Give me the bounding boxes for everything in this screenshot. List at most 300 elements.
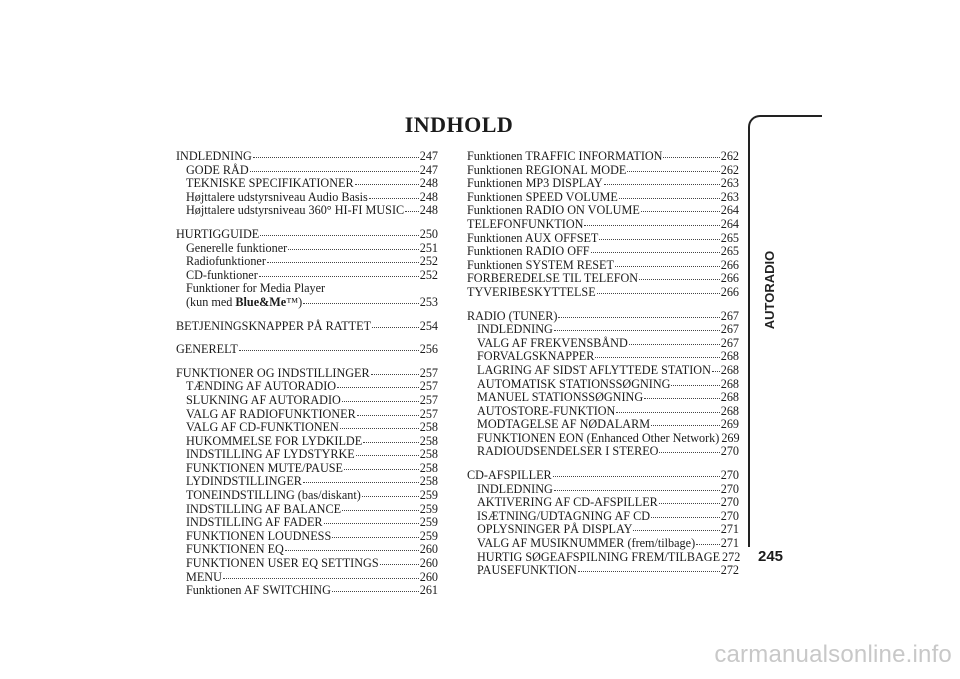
dot-leader (554, 330, 720, 331)
toc-entry-title (477, 432, 719, 446)
toc-page-number: 260 (419, 542, 438, 557)
dot-leader (619, 198, 720, 199)
dot-leader (324, 523, 419, 524)
toc-entry-title (477, 337, 628, 351)
toc-entry[interactable] (467, 286, 739, 300)
toc-entry[interactable] (467, 177, 739, 191)
toc-entry-text: GENERELT (176, 342, 238, 357)
dot-leader (250, 171, 419, 172)
toc-subentry[interactable] (467, 551, 739, 565)
toc-entry-text: TEKNISKE SPECIFIKATIONER (186, 176, 354, 191)
dot-leader (639, 279, 720, 280)
dot-leader (303, 482, 419, 483)
toc-entry-text: CD-AFSPILLER (467, 468, 552, 483)
toc-entry-title (176, 228, 259, 242)
toc-left-column (176, 150, 438, 608)
dot-leader (644, 398, 720, 399)
toc-page-number: 256 (419, 342, 438, 357)
toc-page-number: 258 (419, 433, 438, 448)
dot-leader (627, 171, 719, 172)
toc-entry-title (186, 269, 258, 283)
toc-entry-text: TYVERIBESKYTTELSE (467, 284, 596, 299)
toc-page-number: 269 (721, 430, 740, 445)
toc-page-number: 267 (720, 308, 739, 323)
toc-subentry[interactable] (176, 296, 438, 310)
toc-page-number: 258 (419, 447, 438, 462)
toc-entry-text: RADIOUDSENDELSER I STEREO (477, 444, 659, 459)
dot-leader (267, 262, 419, 263)
toc-page-number: 266 (720, 257, 739, 272)
toc-entry[interactable] (176, 320, 438, 334)
toc-entry-title (477, 364, 711, 378)
toc-page-number: 268 (720, 349, 739, 364)
toc-subentry[interactable] (176, 571, 438, 585)
toc-entry-title (186, 177, 354, 191)
toc-entry-text: VALG AF FREKVENSBÅND (477, 335, 628, 350)
toc-entry-title (186, 516, 323, 530)
toc-subentry[interactable] (467, 323, 739, 337)
toc-subentry[interactable] (176, 282, 438, 296)
dot-leader (405, 211, 419, 212)
toc-entry-title (186, 164, 249, 178)
toc-page-number: 268 (720, 390, 739, 405)
dot-leader (584, 225, 719, 226)
toc-page-number: 258 (419, 460, 438, 475)
toc-subentry[interactable] (467, 337, 739, 351)
toc-entry-text: INDLEDNING (176, 149, 252, 163)
toc-subentry[interactable] (176, 408, 438, 422)
toc-page-number: 270 (720, 508, 739, 523)
toc-page-number: 257 (419, 406, 438, 421)
toc-entry-title (477, 496, 658, 510)
toc-page-number: 272 (722, 549, 741, 564)
dot-leader (597, 293, 720, 294)
toc-subentry[interactable] (467, 432, 739, 446)
toc-entry-text: LYDINDSTILLINGER (186, 474, 302, 489)
dot-leader (553, 476, 720, 477)
dot-leader (558, 317, 719, 318)
toc-entry-text: FORVALGSKNAPPER (477, 349, 595, 364)
toc-entry-title (477, 323, 553, 337)
toc-subentry[interactable] (176, 462, 438, 476)
toc-entry-title (467, 259, 614, 273)
toc-entry-title (176, 367, 370, 381)
toc-page-number: 259 (419, 501, 438, 516)
toc-page-number: 269 (720, 417, 739, 432)
toc-entry-text: FUNKTIONER OG INDSTILLINGER (176, 365, 370, 380)
toc-entry-title (186, 380, 336, 394)
toc-entry[interactable] (467, 232, 739, 246)
toc-page-number: 259 (419, 528, 438, 543)
toc-entry-suffix: ™) (286, 294, 303, 309)
toc-page-number: 254 (419, 318, 438, 333)
toc-entry-text: INDSTILLING AF LYDSTYRKE (186, 447, 355, 462)
toc-section (467, 469, 739, 578)
toc-subentry[interactable] (467, 391, 739, 405)
toc-entry-text: FUNKTIONEN USER EQ SETTINGS (186, 556, 379, 571)
toc-page-number: 262 (720, 149, 739, 163)
toc-entry-text: Radiofunktioner (186, 254, 266, 269)
dot-leader (554, 490, 720, 491)
toc-subentry[interactable] (467, 350, 739, 364)
toc-subentry[interactable] (176, 269, 438, 283)
toc-entry-title (176, 320, 371, 334)
dot-leader (599, 239, 719, 240)
toc-page-number: 263 (720, 176, 739, 191)
toc-page-number: 258 (419, 420, 438, 435)
toc-entry-text: HURTIG SØGEAFSPILNING FREM/TILBAGE (477, 549, 721, 564)
toc-entry-title (186, 255, 266, 269)
toc-entry-text: MENU (186, 569, 222, 584)
toc-entry-title (186, 204, 404, 218)
toc-subentry[interactable] (176, 191, 438, 205)
toc-entry-title (477, 564, 577, 578)
dot-leader (340, 428, 419, 429)
dot-leader (712, 371, 720, 372)
toc-entry-text: TONEINDSTILLING (bas/diskant) (186, 488, 361, 503)
toc-subentry[interactable] (176, 448, 438, 462)
toc-entry[interactable] (467, 164, 739, 178)
dot-leader (651, 517, 720, 518)
chapter-label-text: AUTORADIO (762, 250, 777, 330)
dot-leader (369, 198, 419, 199)
toc-page-number: 262 (720, 162, 739, 177)
toc-subentry[interactable] (467, 537, 739, 551)
toc-entry[interactable] (467, 259, 739, 273)
toc-entry-text: FUNKTIONEN LOUDNESS (186, 528, 332, 543)
toc-subentry[interactable] (176, 584, 438, 598)
toc-entry-text: AKTIVERING AF CD-AFSPILLER (477, 495, 658, 510)
toc-page-number: 257 (419, 379, 438, 394)
toc-entry[interactable] (467, 191, 739, 205)
toc-page-number: 264 (720, 216, 739, 231)
toc-entry-text: INDLEDNING (477, 481, 553, 496)
toc-entry-title (477, 445, 658, 459)
toc-entry-title (467, 150, 662, 164)
toc-entry-text: RADIO (TUNER) (467, 308, 558, 323)
toc-subentry[interactable] (176, 435, 438, 449)
toc-entry-text: TELEFONFUNKTION (467, 216, 584, 231)
dot-leader (663, 157, 719, 158)
dot-leader (259, 276, 419, 277)
dot-leader (285, 550, 419, 551)
toc-page-number: 267 (720, 335, 739, 350)
dot-leader (357, 415, 419, 416)
dot-leader (651, 425, 720, 426)
toc-entry-title (186, 408, 356, 422)
toc-section (176, 150, 438, 218)
toc-subentry[interactable] (176, 242, 438, 256)
toc-entry-title (477, 510, 650, 524)
toc-entry[interactable] (176, 150, 438, 164)
toc-entry-title (467, 191, 618, 205)
toc-entry-title (186, 421, 339, 435)
toc-entry-title (467, 272, 638, 286)
toc-entry-text: INDSTILLING AF FADER (186, 515, 323, 530)
toc-entry-title (186, 584, 331, 598)
dot-leader (633, 530, 719, 531)
toc-entry-text: Funktionen AUX OFFSET (467, 230, 599, 245)
dot-leader (332, 537, 418, 538)
toc-entry-text: FORBEREDELSE TIL TELEFON (467, 271, 639, 286)
dot-leader (641, 211, 720, 212)
dot-leader (616, 412, 719, 413)
toc-subentry[interactable] (467, 510, 739, 524)
toc-page-number: 264 (720, 203, 739, 218)
toc-page-number: 268 (720, 376, 739, 391)
page-number: 245 (758, 548, 784, 565)
toc-entry-text: Højttalere udstyrsniveau 360° HI-FI MUSIC (186, 203, 405, 218)
toc-section (176, 367, 438, 598)
chapter-tab (748, 115, 822, 547)
toc-page-number: 250 (419, 226, 438, 241)
toc-subentry[interactable] (176, 255, 438, 269)
toc-entry-text: MODTAGELSE AF NØDALARM (477, 417, 651, 432)
toc-section (467, 310, 739, 460)
toc-entry-title (186, 296, 302, 310)
toc-subentry[interactable] (467, 564, 739, 578)
toc-subentry[interactable] (176, 394, 438, 408)
toc-entry-title (186, 530, 331, 544)
dot-leader (288, 249, 419, 250)
dot-leader (629, 344, 720, 345)
toc-entry-text: (kun med (186, 294, 236, 309)
toc-subentry[interactable] (467, 378, 739, 392)
toc-page-number: 268 (720, 362, 739, 377)
toc-page-number: 270 (720, 481, 739, 496)
toc-page-number: 268 (720, 403, 739, 418)
toc-section (176, 320, 438, 334)
toc-entry-title (186, 448, 355, 462)
dot-leader (253, 157, 419, 158)
toc-entry-text: Funktionen SPEED VOLUME (467, 189, 618, 204)
toc-entry-text: Generelle funktioner (186, 240, 288, 255)
toc-entry-text: INDSTILLING AF BALANCE (186, 501, 342, 516)
toc-entry-title (477, 551, 720, 565)
dot-leader (344, 469, 419, 470)
toc-page-number: 267 (720, 322, 739, 337)
toc-entry-text: VALG AF CD-FUNKTIONEN (186, 420, 339, 435)
dot-leader (362, 496, 419, 497)
toc-entry-text: CD-funktioner (186, 267, 258, 282)
toc-subentry[interactable] (467, 364, 739, 378)
toc-entry-text: MANUEL STATIONSSØGNING (477, 390, 644, 405)
toc-page-number: 257 (419, 392, 438, 407)
toc-entry[interactable] (467, 245, 739, 259)
toc-entry-text: Funktionen MP3 DISPLAY (467, 176, 603, 191)
dot-leader (380, 564, 419, 565)
toc-entry-title (477, 537, 695, 551)
toc-entry-title (186, 281, 325, 295)
dot-leader (239, 350, 419, 351)
toc-entry-title (186, 394, 341, 408)
toc-page-number: 248 (419, 189, 438, 204)
dot-leader (659, 452, 719, 453)
toc-entry-text: PAUSEFUNKTION (477, 563, 577, 578)
dot-leader (356, 455, 419, 456)
dot-leader (303, 303, 419, 304)
toc-entry-title (467, 310, 557, 324)
toc-page-number: 248 (419, 203, 438, 218)
toc-page-number: 259 (419, 488, 438, 503)
toc-subentry[interactable] (176, 503, 438, 517)
toc-entry-text: OPLYSNINGER PÅ DISPLAY (477, 522, 633, 537)
toc-entry-title (467, 469, 552, 483)
toc-entry-title (186, 191, 368, 205)
toc-entry-title (477, 405, 615, 419)
toc-page-number: 252 (419, 254, 438, 269)
toc-entry-title (477, 418, 650, 432)
dot-leader (223, 578, 419, 579)
toc-entry-title (477, 483, 553, 497)
toc-entry-text: HUKOMMELSE FOR LYDKILDE (186, 433, 363, 448)
toc-page-number: 270 (720, 468, 739, 483)
toc-subentry[interactable] (176, 557, 438, 571)
dot-leader (371, 374, 419, 375)
toc-entry[interactable] (176, 228, 438, 242)
toc-page-number: 259 (419, 515, 438, 530)
toc-entry[interactable] (467, 150, 739, 164)
toc-page-number: 263 (720, 189, 739, 204)
toc-entry-title (186, 557, 379, 571)
dot-leader (342, 510, 419, 511)
page-title: INDHOLD (404, 112, 514, 137)
toc-entry[interactable] (467, 469, 739, 483)
toc-entry-title (467, 177, 603, 191)
toc-entry-text: Funktionen RADIO OFF (467, 244, 590, 259)
toc-entry-text: VALG AF MUSIKNUMMER (frem/tilbage) (477, 536, 696, 551)
toc-subentry[interactable] (467, 405, 739, 419)
toc-entry-title (477, 523, 632, 537)
toc-page-number: 252 (419, 267, 438, 282)
dot-leader (696, 544, 720, 545)
dot-leader (595, 357, 719, 358)
toc-entry[interactable] (467, 272, 739, 286)
toc-entry-title (186, 571, 222, 585)
dot-leader (260, 235, 419, 236)
toc-entry-text: HURTIGGUIDE (176, 226, 260, 241)
toc-section (467, 150, 739, 300)
toc-entry-text: FUNKTIONEN EQ (186, 542, 284, 557)
dot-leader (615, 266, 720, 267)
toc-entry-text: Funktionen SYSTEM RESET (467, 257, 614, 272)
toc-entry-text: AUTOMATISK STATIONSSØGNING (477, 376, 671, 391)
toc-page-number: 251 (419, 240, 438, 255)
toc-page-number: 261 (419, 583, 438, 598)
toc-entry[interactable] (467, 310, 739, 324)
toc-entry-text: Funktionen AF SWITCHING (186, 583, 331, 598)
toc-entry-title (477, 391, 643, 405)
watermark: carmanualsonline.info (714, 641, 952, 668)
toc-subentry[interactable] (467, 445, 739, 459)
toc-entry-title (467, 204, 640, 218)
toc-entry-title (186, 462, 343, 476)
toc-page-number: 266 (720, 271, 739, 286)
toc-page-number: 266 (720, 284, 739, 299)
toc-entry-text: Funktionen REGIONAL MODE (467, 162, 627, 177)
toc-entry-title (176, 343, 238, 357)
toc-entry-title (186, 242, 287, 256)
toc-entry[interactable] (176, 367, 438, 381)
toc-entry-text: TÆNDING AF AUTORADIO (186, 379, 337, 394)
toc-entry-text: FUNKTIONEN EON (Enhanced Other Network) (477, 430, 720, 445)
toc-entry-text: LAGRING AF SIDST AFLYTTEDE STATION (477, 362, 711, 377)
brand-name: Blue&Me (235, 294, 287, 309)
toc-entry-text: Funktioner for Media Player (186, 281, 326, 296)
toc-entry-title (467, 286, 596, 300)
dot-leader (355, 184, 419, 185)
toc-entry-text: VALG AF RADIOFUNKTIONER (186, 406, 356, 421)
toc-subentry[interactable] (467, 523, 739, 537)
toc-entry-title (186, 475, 302, 489)
toc-subentry[interactable] (176, 380, 438, 394)
toc-entry-title (467, 232, 598, 246)
dot-leader (591, 252, 720, 253)
toc-subentry[interactable] (467, 418, 739, 432)
toc-subentry[interactable] (176, 543, 438, 557)
dot-leader (332, 591, 419, 592)
toc-section (176, 228, 438, 310)
toc-page-number: 247 (419, 162, 438, 177)
toc-entry[interactable] (467, 218, 739, 232)
toc-entry-title (467, 218, 583, 232)
toc-entry-title (176, 150, 252, 164)
toc-entry-title (186, 489, 361, 503)
dot-leader (604, 184, 720, 185)
toc-entry-text: FUNKTIONEN MUTE/PAUSE (186, 460, 343, 475)
toc-subentry[interactable] (176, 177, 438, 191)
toc-entry-text: SLUKNING AF AUTORADIO (186, 392, 341, 407)
dot-leader (337, 387, 419, 388)
toc-subentry[interactable] (467, 483, 739, 497)
toc-page-number: 270 (720, 444, 739, 459)
toc-entry-text: BETJENINGSKNAPPER PÅ RATTET (176, 318, 372, 333)
toc-entry[interactable] (467, 204, 739, 218)
toc-page-number: 265 (720, 230, 739, 245)
toc-subentry[interactable] (176, 204, 438, 218)
toc-page-number: 271 (720, 536, 739, 551)
toc-page-number: 260 (419, 556, 438, 571)
toc-entry-title (186, 435, 362, 449)
toc-page-number: 258 (419, 474, 438, 489)
toc-page-number: 247 (419, 149, 438, 163)
toc-entry-title (477, 378, 670, 392)
toc-entry-title (467, 245, 590, 259)
toc-subentry[interactable] (467, 496, 739, 510)
dot-leader (578, 571, 720, 572)
toc-entry-text: ISÆTNING/UDTAGNING AF CD (477, 508, 651, 523)
toc-entry-text: Højttalere udstyrsniveau Audio Basis (186, 189, 368, 204)
toc-subentry[interactable] (176, 516, 438, 530)
toc-page-number: 270 (720, 495, 739, 510)
toc-page-number: 257 (419, 365, 438, 380)
toc-entry-text: GODE RÅD (186, 162, 249, 177)
dot-leader (363, 442, 419, 443)
toc-subentry[interactable] (176, 475, 438, 489)
dot-leader (342, 401, 419, 402)
toc-page-number: 248 (419, 176, 438, 191)
toc-subentry[interactable] (176, 164, 438, 178)
toc-entry[interactable] (176, 343, 438, 357)
toc-page-number: 272 (720, 563, 739, 578)
toc-subentry[interactable] (176, 489, 438, 503)
toc-subentry[interactable] (176, 530, 438, 544)
toc-section (176, 343, 438, 357)
toc-entry-text: INDLEDNING (477, 322, 553, 337)
toc-subentry[interactable] (176, 421, 438, 435)
toc-entry-title (186, 503, 341, 517)
dot-leader (372, 327, 419, 328)
